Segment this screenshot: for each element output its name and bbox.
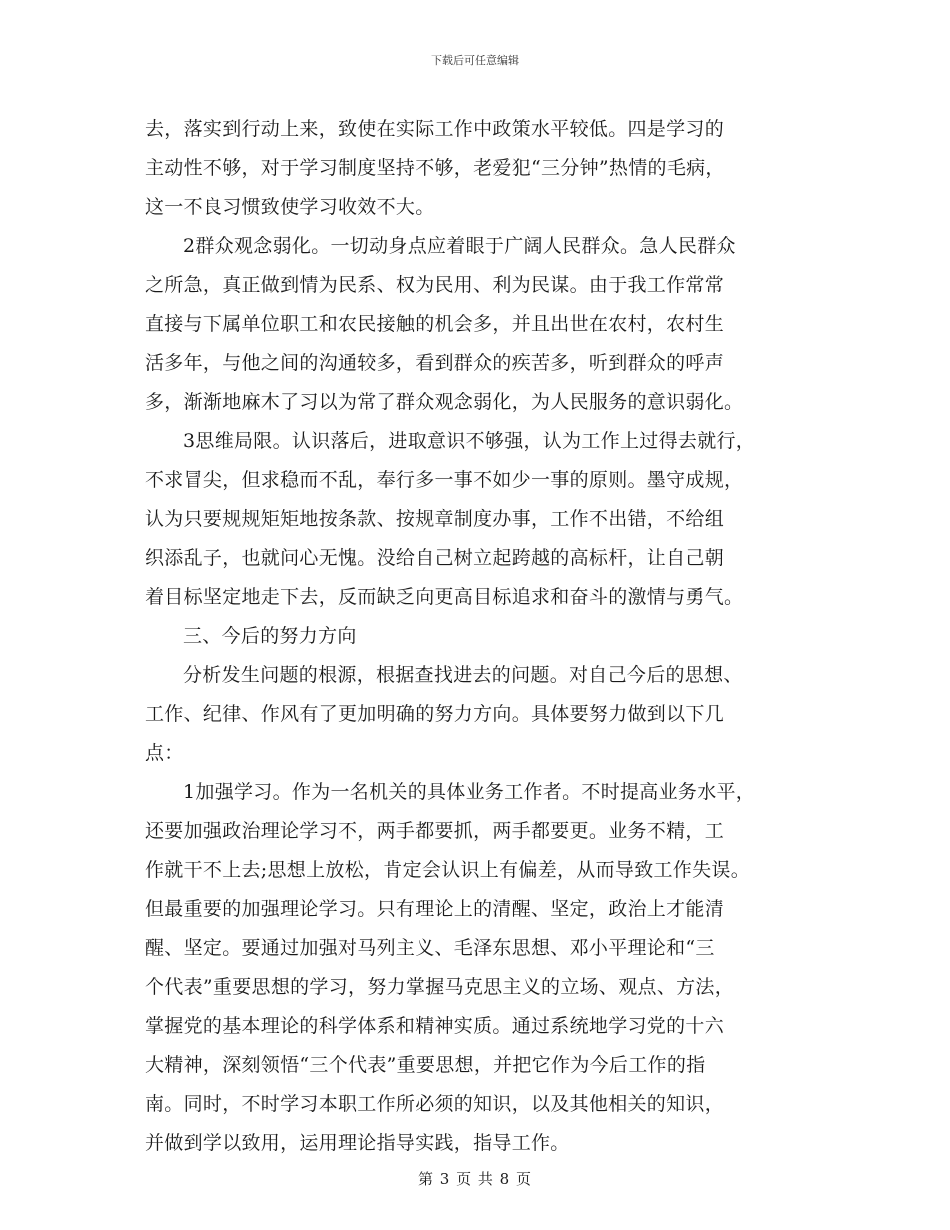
- page-header: 下载后可任意编辑: [431, 54, 519, 67]
- text-line: 认为只要规规矩矩地按条款、按规章制度办事，工作不出错，不给组: [145, 508, 725, 530]
- text-line: 工作、纪律、作风有了更加明确的努力方向。具体要努力做到以下几: [145, 703, 725, 725]
- text-line: 掌握党的基本理论的科学体系和精神实质。通过系统地学习党的十六: [145, 1015, 725, 1037]
- section-heading: 三、今后的努力方向: [183, 625, 357, 647]
- text-line: 织添乱子，也就问心无愧。没给自己树立起跨越的高标杆，让自己朝: [145, 547, 725, 569]
- text-line: 还要加强政治理论学习不，两手都要抓，两手都要更。业务不精，工: [145, 820, 725, 842]
- text-line: 作就干不上去;思想上放松，肯定会认识上有偏差，从而导致工作失误。: [145, 859, 751, 881]
- text-line: 多，渐渐地麻木了习以为常了群众观念弱化，为人民服务的意识弱化。: [145, 391, 744, 413]
- paragraph-start-line: 分析发生问题的根源，根据查找进去的问题。对自己今后的思想、: [183, 664, 743, 686]
- text-line: 去，落实到行动上来，致使在实际工作中政策水平较低。四是学习的: [145, 118, 725, 140]
- page-number-footer: 第 3 页 共 8 页: [418, 1170, 532, 1188]
- text-line: 并做到学以致用，运用理论指导实践，指导工作。: [145, 1132, 570, 1154]
- text-line: 个代表”重要思想的学习，努力掌握马克思主义的立场、观点、方法，: [145, 976, 735, 998]
- text-line: 不求冒尖，但求稳而不乱，奉行多一事不如少一事的原则。墨守成规，: [145, 469, 744, 491]
- text-line: 着目标坚定地走下去，反而缺乏向更高目标追求和奋斗的激情与勇气。: [145, 586, 744, 608]
- paragraph-start-line: 1加强学习。作为一名机关的具体业务工作者。不时提高业务水平，: [183, 781, 756, 803]
- paragraph-start-line: 2群众观念弱化。一切动身点应着眼于广阔人民群众。急人民群众: [183, 235, 736, 257]
- text-line: 但最重要的加强理论学习。只有理论上的清醒、坚定，政治上才能清: [145, 898, 725, 920]
- text-line: 大精神，深刻领悟“三个代表”重要思想，并把它作为今后工作的指: [145, 1054, 706, 1076]
- text-line: 活多年，与他之间的沟通较多，看到群众的疾苦多，听到群众的呼声: [145, 352, 725, 374]
- text-line: 这一不良习惯致使学习收效不大。: [145, 196, 435, 218]
- text-line: 南。同时，不时学习本职工作所必须的知识，以及其他相关的知识，: [145, 1093, 725, 1115]
- text-line: 主动性不够，对于学习制度坚持不够，老爱犯“三分钟”热情的毛病，: [145, 157, 725, 179]
- text-line: 直接与下属单位职工和农民接触的机会多，并且出世在农村，农村生: [145, 313, 725, 335]
- text-line: 点：: [145, 742, 184, 764]
- text-line: 醒、坚定。要通过加强对马列主义、毛泽东思想、邓小平理论和“三: [145, 937, 715, 959]
- paragraph-start-line: 3思维局限。认识落后，进取意识不够强，认为工作上过得去就行，: [183, 430, 756, 452]
- text-line: 之所急，真正做到情为民系、权为民用、利为民谋。由于我工作常常: [145, 274, 725, 296]
- document-body: [145, 110, 825, 1163]
